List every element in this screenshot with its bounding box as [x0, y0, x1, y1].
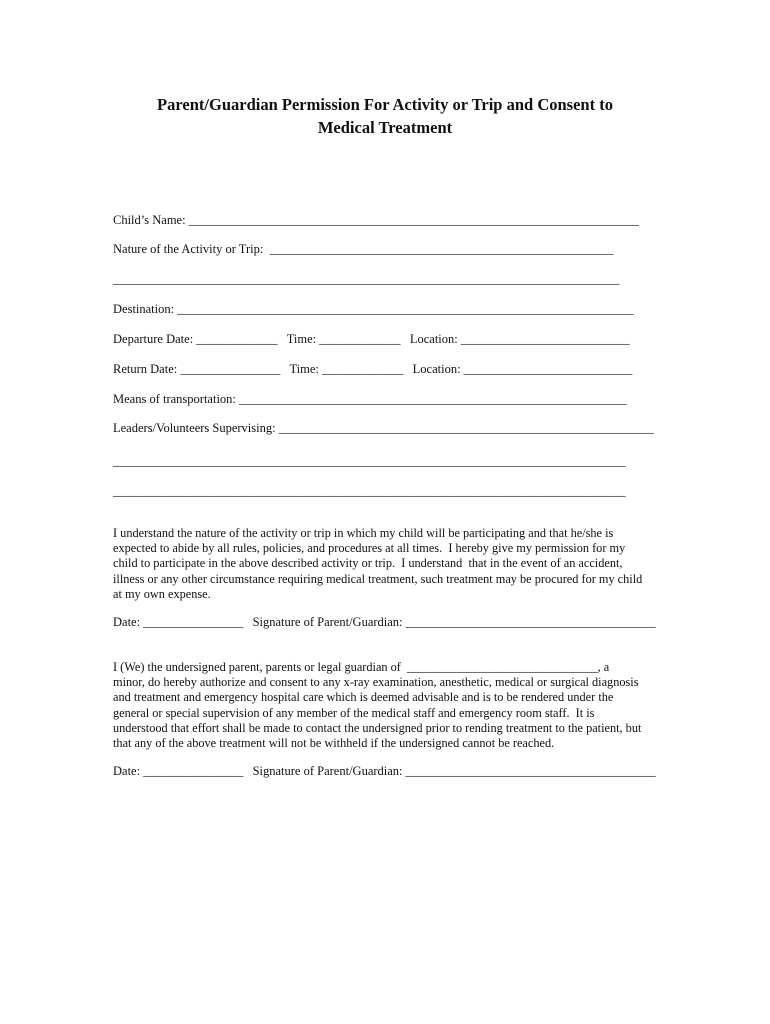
consent-line: minor, do hereby authorize and consent to any x-ray examination, anesthetic, medical or surgical diagnosis: [113, 675, 639, 690]
destination-field[interactable]: Destination: _________________________________________________________________________: [113, 302, 634, 316]
statement-line: illness or any other circumstance requiring medical treatment, such treatment may be procured for my child: [113, 571, 643, 586]
signature-row-2[interactable]: Date: ________________ Signature of Parent/Guardian: ________________________________________: [113, 764, 656, 778]
consent-line: general or special supervision of any member of the medical staff and emergency room staff. It is: [113, 705, 595, 720]
consent-line: I (We) the undersigned parent, parents or legal guardian of _______________________________, a: [113, 660, 610, 674]
document-title: [100, 93, 670, 139]
statement-line: child to participate in the above described activity or trip. I understand that in the event of an accident,: [113, 556, 623, 571]
consent-line: that any of the above treatment will not be withheld if the undersigned cannot be reached.: [113, 736, 555, 751]
return-row[interactable]: Return Date: ________________ Time: _____________ Location: ___________________________: [113, 362, 633, 376]
activity-continuation-field[interactable]: _________________________________________________________________________________: [113, 272, 620, 286]
leaders-blank-line-1[interactable]: __________________________________________________________________________________: [113, 454, 626, 468]
leaders-blank-line-2[interactable]: __________________________________________________________________________________: [113, 484, 626, 498]
leaders-field[interactable]: Leaders/Volunteers Supervising: ____________________________________________________________: [113, 421, 654, 435]
title-line-1: Parent/Guardian Permission For Activity or Trip and Consent to: [157, 95, 613, 114]
statement-line: at my own expense.: [113, 586, 211, 601]
consent-line: understood that effort shall be made to contact the undersigned prior to rending treatment to the patient, but: [113, 720, 642, 735]
statement-line: expected to abide by all rules, policies, and procedures at all times. I hereby give my permission for my: [113, 541, 626, 556]
signature-row-1[interactable]: Date: ________________ Signature of Parent/Guardian: ________________________________________: [113, 615, 656, 629]
statement-line: I understand the nature of the activity or trip in which my child will be participating and that he/she is: [113, 526, 614, 540]
statement-paragraph: [113, 526, 673, 602]
childs-name-field[interactable]: Child’s Name: ________________________________________________________________________: [113, 213, 639, 227]
consent-paragraph: [113, 660, 673, 751]
activity-field[interactable]: Nature of the Activity or Trip: _______________________________________________________: [113, 242, 614, 256]
consent-line: and treatment and emergency hospital care which is deemed advisable and is to be rendered under the: [113, 690, 614, 705]
transportation-field[interactable]: Means of transportation: ______________________________________________________________: [113, 392, 627, 406]
departure-row[interactable]: Departure Date: _____________ Time: _____________ Location: ___________________________: [113, 332, 630, 346]
title-line-2: Medical Treatment: [317, 118, 453, 137]
